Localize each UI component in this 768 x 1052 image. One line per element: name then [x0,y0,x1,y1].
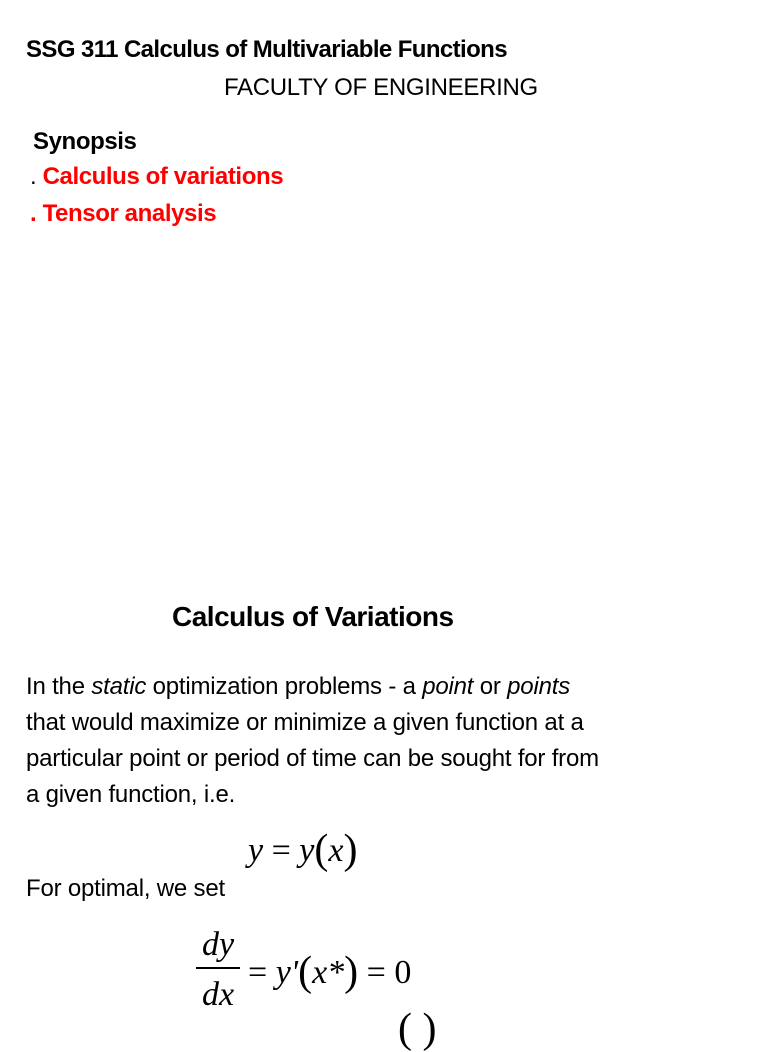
synopsis-heading: Synopsis [33,128,137,155]
equation-rhs: = y'(x*) = 0 [248,948,412,995]
equation-y-of-x: y = y(x) [248,827,358,873]
paragraph-line: that would maximize or minimize a given function at a [26,709,584,736]
paragraph-line: a given function, i.e. [26,781,236,808]
intro-paragraph [26,669,746,813]
cutoff-equation: ( ) [398,1006,437,1052]
synopsis-item-calculus-of-variations [30,163,283,191]
equation-derivative-zero [196,926,411,1014]
fraction-denominator: dx [201,975,235,1013]
paragraph-line: particular point or period of time can be sought for from [26,745,599,772]
synopsis-item-label: Calculus of variations [42,163,284,190]
synopsis-item-label: Tensor analysis [42,200,217,227]
course-title: SSG 311 Calculus of Multivariable Functions [26,36,507,63]
paragraph-line: In the static optimization problems - a point or points [26,673,570,700]
section-heading: Calculus of Variations [172,601,454,632]
derivative-fraction [196,926,240,1014]
bullet-dot: . [30,163,37,190]
fraction-bar [196,967,240,969]
fraction-numerator: dy [201,926,235,963]
synopsis-item-tensor-analysis [30,200,216,228]
bullet-dot: . [30,200,37,227]
faculty-label: FACULTY OF ENGINEERING [224,74,538,101]
optimal-text: For optimal, we set [26,875,225,902]
